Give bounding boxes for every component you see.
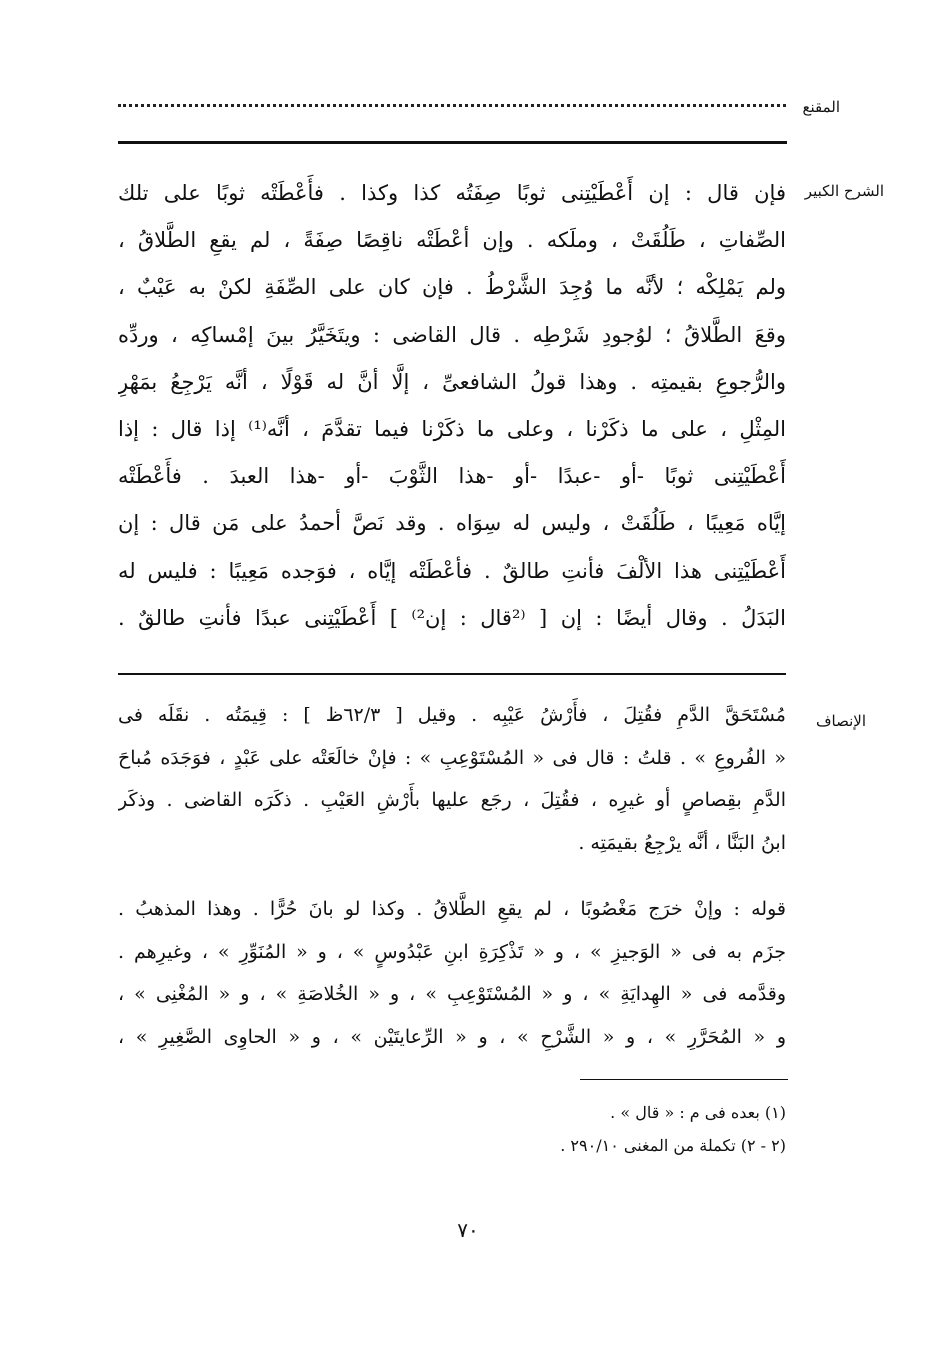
text-line: إيَّاه مَعِيبًا ، طَلُقَتْ ، وليس له سِوَاه . وقد نَصَّ أحمدُ على مَن قال : إن xyxy=(118,511,786,536)
text-line: فإن قال : إن أَعْطَيْتِنى ثوبًا صِفَتُه كذا وكذا . فأَعْطَتْه ثوبًا على تلك xyxy=(118,181,786,205)
text-line: جزَم به فى « الوَجيزِ » ، و « تَذْكِرَةِ ابنِ عَبْدُوسٍ » ، و « المُنَوِّرِ » ، وغيرِهم . xyxy=(118,940,786,963)
text-line: الدَّمِ بقِصاصٍ أو غيرِه ، فقُتِلَ ، رجَع عليها بأَرْشِ العَيْبِ . ذكَرَه القاضى . وذكَر xyxy=(118,789,786,812)
text-line: والرُّجوعِ بقيمتِه . وهذا قولُ الشافعىِّ ، إلَّا أنَّ له قَوْلًا ، أنَّه يَرْجِعُ بمَهْرِ xyxy=(118,369,786,394)
side-label-sharh: الشرح الكبير xyxy=(804,182,884,200)
footnote: (٢ - ٢) تكملة من المغنى ٢٩٠/١٠ . xyxy=(560,1136,786,1155)
text-line: وقدَّمه فى « الهِدايَةِ » ، و « المُسْتَوْعِبِ » ، و « الخُلاصَةِ » ، و « المُغْنِى » ، xyxy=(118,983,786,1006)
text-line: قوله : وإنْ خرَج مَغْصُوبًا ، لم يقعِ الطَّلاقُ . وكذا لو بانَ حُرًّا . وهذا المذهبُ . xyxy=(118,898,786,920)
section-divider xyxy=(118,673,786,675)
footnotes xyxy=(560,1096,786,1162)
qawluh-text-block xyxy=(118,888,786,1058)
header-rule xyxy=(118,141,787,144)
running-header-title: المقنع xyxy=(802,98,840,116)
text-line: أَعْطَيْتِنى هذا الألْفَ فأنتِ طالقٌ . فأعْطَتْه إيَّاه ، فوَجده مَعِيبًا : فليس له xyxy=(118,558,786,583)
text-line: « الفُروعِ » . قلتُ : قال فى « المُسْتَوْعِبِ » : فإنْ خالَعَتْه على عَبْدٍ ، فوَجَدَه مُباحَ xyxy=(118,746,786,769)
text-line: مُسْتَحَقَّ الدَّمِ فقُتِلَ ، فأَرْشُ عَيْبِه . وقيل [ ٦٢/٣ظ ] : قِيمَتُه . نقَلَه فى xyxy=(118,704,786,726)
text-line: و « المُحَرَّرِ » ، و « الشَّرْحِ » ، و « الرِّعايتَيْن » ، و « الحاوِى الصَّغِيرِ » ، xyxy=(118,1025,786,1048)
text-line: وقعَ الطَّلاقُ ؛ لوُجودِ شَرْطِه . قال القاضى : ويتَخَيَّرُ بينَ إمْساكِه ، وردِّه xyxy=(118,322,786,347)
text-line: ولم يَمْلِكْه ؛ لأنَّه ما وُجِدَ الشَّرْطُ . فإن كان على الصِّفَةِ لكنْ به عَيْبٌ ، xyxy=(118,275,786,300)
header-dotted-line xyxy=(118,104,786,107)
sharh-text-block xyxy=(118,170,786,642)
text-line: أَعْطَيْتِنى ثوبًا -أو -عبدًا -أو -هذا الثَّوْبَ -أو -هذا العبدَ . فأَعْطَتْه xyxy=(118,464,786,489)
page-number: ٧٠ xyxy=(457,1218,479,1242)
text-line: المِثْلِ ، على ما ذكَرْنا ، وعلى ما ذكَرْنا فيما تقدَّمَ ، أنَّه⁽¹⁾ إذا قال : إذا xyxy=(118,416,786,441)
text-line: الصِّفاتِ ، طَلُقَتْ ، وملَكه . وإن أعْطَتْه ناقِصًا صِفَةً ، لم يقعِ الطَّلاقُ ، xyxy=(118,228,786,253)
text-line: البَدَلُ . وقال أيضًا : إن [ ⁽²قال : إن²⁾ ] أَعْطَيْتِنى عبدًا فأنتِ طالقٌ . xyxy=(118,605,786,630)
insaf-text-block xyxy=(118,694,786,864)
text-line: ابنُ البَنَّا ، أنَّه يرْجِعُ بقيمَتِه . xyxy=(578,831,786,854)
side-label-insaf: الإنصاف xyxy=(815,712,866,730)
footnote-rule xyxy=(580,1079,788,1080)
footnote: (١) بعده فى م : « قال » . xyxy=(610,1103,786,1122)
